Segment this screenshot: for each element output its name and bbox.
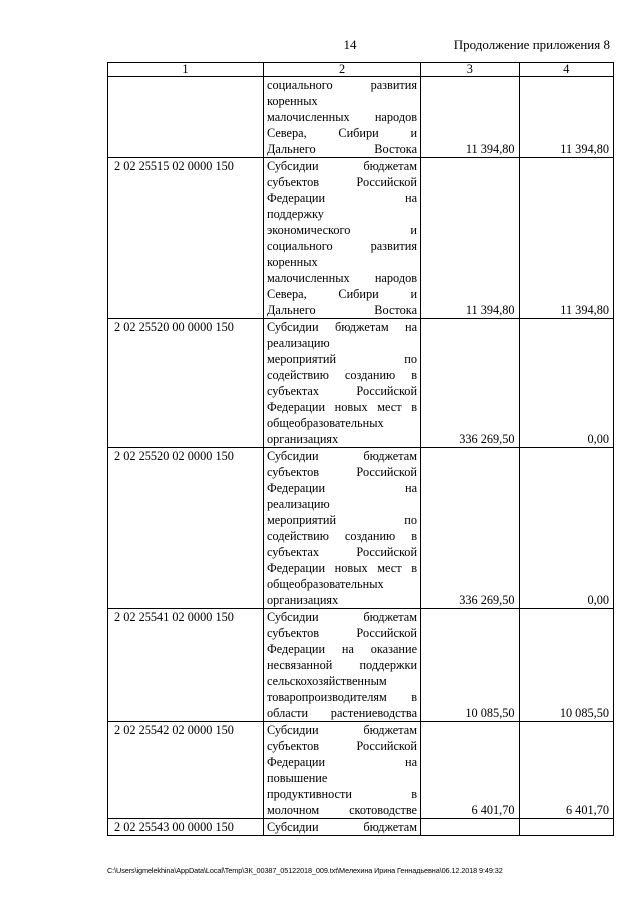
value-column-3 bbox=[421, 819, 520, 836]
description-line: Федерации на bbox=[267, 755, 418, 769]
value-column-3: 6 401,70 bbox=[421, 722, 520, 819]
description-line: сельскохозяйственным bbox=[267, 674, 387, 688]
description-line: Дальнего Востока bbox=[267, 142, 418, 156]
description-line: субъектов Российской bbox=[267, 739, 418, 753]
value-column-3: 11 394,80 bbox=[421, 77, 520, 158]
table-row bbox=[108, 158, 614, 319]
value-column-3: 336 269,50 bbox=[421, 319, 520, 448]
table-row bbox=[108, 319, 614, 448]
description bbox=[264, 158, 421, 319]
description-line: Субсидии бюджетам bbox=[267, 820, 418, 834]
description-line: несвязанной поддержки bbox=[267, 658, 418, 672]
description-line: организациях bbox=[267, 593, 339, 607]
budget-code bbox=[108, 77, 264, 158]
value-column-4: 11 394,80 bbox=[519, 158, 613, 319]
description-line: коренных bbox=[267, 94, 318, 108]
description-line: экономического и bbox=[267, 223, 418, 237]
description-line: малочисленных народов bbox=[267, 271, 418, 285]
column-header: 3 bbox=[421, 63, 520, 77]
column-header: 1 bbox=[108, 63, 264, 77]
description-line: содействию созданию в bbox=[267, 529, 418, 543]
file-path-footer: C:\Users\igmelekhina\AppData\Local\Temp\ЗК_00387_05122018_009.txt\Мелехина Ирина Геннадьевна\06.12.2018 9:49:32 bbox=[107, 866, 503, 875]
description bbox=[264, 77, 421, 158]
description-line: Федерации на оказание bbox=[267, 642, 418, 656]
table-row bbox=[108, 819, 614, 836]
value-column-3: 11 394,80 bbox=[421, 158, 520, 319]
description-line: мероприятий по bbox=[267, 513, 418, 527]
value-column-3: 336 269,50 bbox=[421, 448, 520, 609]
budget-code: 2 02 25543 00 0000 150 bbox=[108, 819, 264, 836]
description bbox=[264, 448, 421, 609]
appendix-table bbox=[107, 62, 614, 836]
description-line: малочисленных народов bbox=[267, 110, 418, 124]
table-row bbox=[108, 722, 614, 819]
description-line: общеобразовательных bbox=[267, 577, 384, 591]
table-row bbox=[108, 77, 614, 158]
value-column-4: 0,00 bbox=[519, 319, 613, 448]
description-line: Федерации новых мест в bbox=[267, 561, 418, 575]
description-line: Субсидии бюджетам bbox=[267, 159, 418, 173]
table-row bbox=[108, 609, 614, 722]
description-line: Субсидии бюджетам на bbox=[267, 320, 418, 334]
description-line: реализацию bbox=[267, 336, 330, 350]
description-line: Субсидии бюджетам bbox=[267, 449, 418, 463]
description-line: содействию созданию в bbox=[267, 368, 418, 382]
description-line: молочном скотоводстве bbox=[267, 803, 418, 817]
budget-code: 2 02 25520 00 0000 150 bbox=[108, 319, 264, 448]
description bbox=[264, 722, 421, 819]
column-header: 2 bbox=[264, 63, 421, 77]
description-line: Федерации новых мест в bbox=[267, 400, 418, 414]
description-line: реализацию bbox=[267, 497, 330, 511]
description-line: организациях bbox=[267, 432, 339, 446]
value-column-3: 10 085,50 bbox=[421, 609, 520, 722]
value-column-4: 6 401,70 bbox=[519, 722, 613, 819]
description-line: субъектов Российской bbox=[267, 626, 418, 640]
column-header: 4 bbox=[519, 63, 613, 77]
description-line: поддержку bbox=[267, 207, 324, 221]
description-line: товаропроизводителям в bbox=[267, 690, 418, 704]
budget-code: 2 02 25520 02 0000 150 bbox=[108, 448, 264, 609]
description bbox=[264, 609, 421, 722]
table-row bbox=[108, 448, 614, 609]
description-line: мероприятий по bbox=[267, 352, 418, 366]
description-line: субъектов Российской bbox=[267, 465, 418, 479]
description-line: социального развития bbox=[267, 239, 418, 253]
value-column-4: 11 394,80 bbox=[519, 77, 613, 158]
description-line: субъектах Российской bbox=[267, 545, 418, 559]
description-line: коренных bbox=[267, 255, 318, 269]
description-line: социального развития bbox=[267, 78, 418, 92]
description-line: Федерации на bbox=[267, 191, 418, 205]
description-line: Севера, Сибири и bbox=[267, 287, 418, 301]
value-column-4: 0,00 bbox=[519, 448, 613, 609]
description-line: повышение bbox=[267, 771, 328, 785]
budget-code: 2 02 25515 02 0000 150 bbox=[108, 158, 264, 319]
table-header-row bbox=[108, 63, 614, 77]
budget-code: 2 02 25541 02 0000 150 bbox=[108, 609, 264, 722]
description-line: общеобразовательных bbox=[267, 416, 384, 430]
description bbox=[264, 319, 421, 448]
budget-code: 2 02 25542 02 0000 150 bbox=[108, 722, 264, 819]
description-line: Субсидии бюджетам bbox=[267, 723, 418, 737]
description-line: субъектах Российской bbox=[267, 384, 418, 398]
description-line: субъектов Российской bbox=[267, 175, 418, 189]
page-number: 14 bbox=[343, 37, 357, 52]
description-line: Федерации на bbox=[267, 481, 418, 495]
value-column-4: 10 085,50 bbox=[519, 609, 613, 722]
description-line: Субсидии бюджетам bbox=[267, 610, 418, 624]
description-line: продуктивности в bbox=[267, 787, 418, 801]
description-line: Севера, Сибири и bbox=[267, 126, 418, 140]
description bbox=[264, 819, 421, 836]
continuation-label: Продолжение приложения 8 bbox=[453, 37, 610, 52]
value-column-4 bbox=[519, 819, 613, 836]
description-line: Дальнего Востока bbox=[267, 303, 418, 317]
description-line: области растениеводства bbox=[267, 706, 418, 720]
